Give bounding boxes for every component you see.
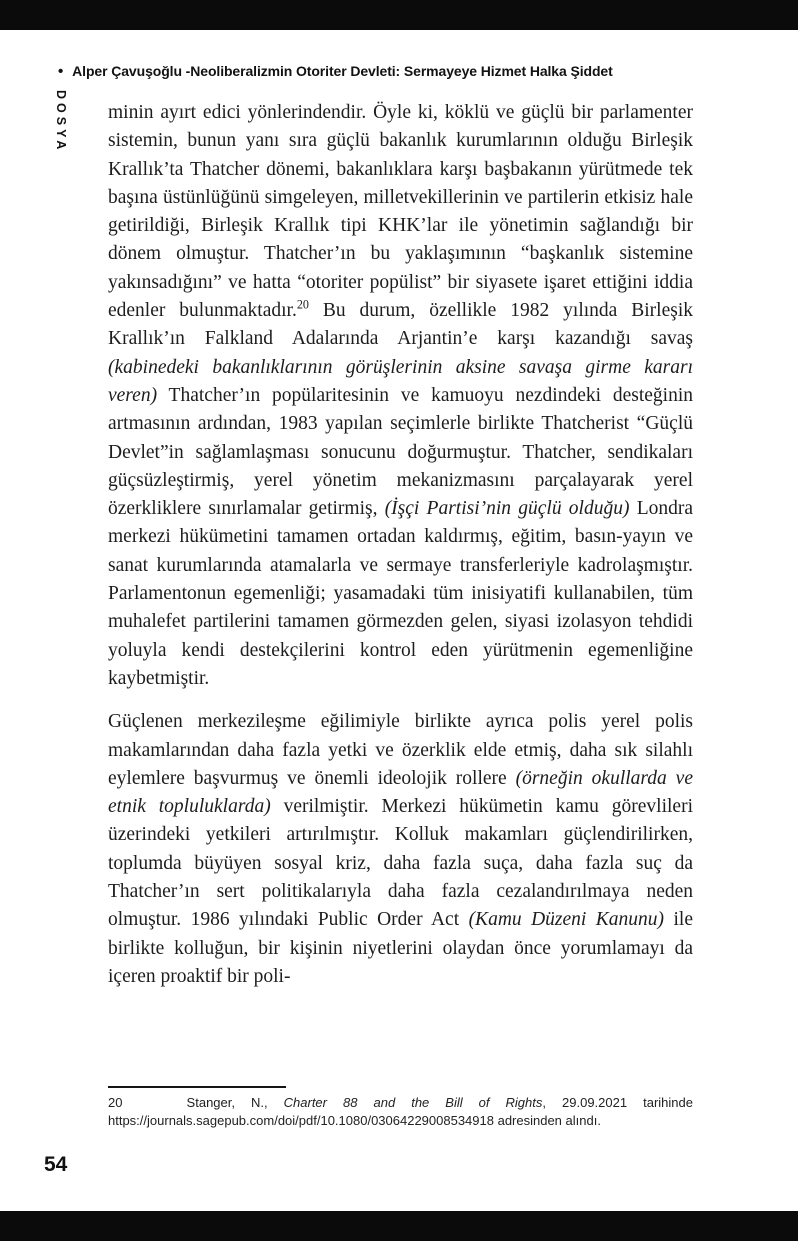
text-run: 20 Stanger, N., [108, 1095, 284, 1110]
body-text [108, 99, 693, 1006]
text-run: Londra merkezi hükümetini tamamen ortadan kaldırmış, eğitim, basın-yayın ve sanat kurumlarında atamalarla ve sermaye transferleriyle kadrolaşmıştır. Parlamentonun egemenliği; yasamadaki tüm inisiyatifi kullanabilen, tüm muhalefet partilerini tamamen görmezden gelen, siyasi izolasyon tehdidi yoluyla kendi destekçilerini kontrol eden yürütmenin egemenliğine kaybetmiştir. [108, 498, 694, 689]
text-run: minin ayırt edici yönlerindendir. Öyle ki, köklü ve güçlü bir parlamenter sistemin, bunun yanı sıra güçlü bakanlık kurumlarının olduğu Birleşik Krallık’ta Thatcher dönemi, bakanlıklara karşı başbakanın yürütmede tek başına üstünlüğünü simgeleyen, milletvekillerinin ve partilerin etkisiz hale getirildiği, Birleşik Krallık tipi KHK’lar ile yönetimin sağlandığı bir dönem olmuştur. Thatcher’ın bu yaklaşımının “başkanlık sistemine yakınsadığını” ve hatta “otoriter popülist” bir siyasete işaret ettiğini iddia edenler bulunmaktadır. [108, 102, 693, 322]
italic-text-run: (İşçi Partisi’nin güçlü olduğu) [384, 498, 630, 520]
footnote-marker: 20 [296, 297, 309, 312]
running-header [58, 63, 758, 80]
header-article-title: Neoliberalizmin Otoriter Devleti: Sermayeye Hizmet Halka Şiddet [190, 63, 613, 79]
text-run: Bu durum, özellikle 1982 yılında Birleşik Krallık’ın Falkland Adalarında Arjantin’e karşı kazandığı savaş [108, 300, 693, 350]
paragraph-2 [108, 708, 693, 991]
bottom-black-bar [0, 1211, 798, 1241]
top-black-bar [0, 0, 798, 30]
page-number: 54 [44, 1153, 68, 1176]
text-run: Thatcher’ın popülaritesinin ve kamuoyu nezdindeki desteğinin artmasının ardından, 1983 yapılan seçimlerle birlikte Thatcherist “Güçlü Devlet”in sağlamlaşması sonucunu doğurmuştur. Thatcher, sendikaları güçsüzleştirmiş, yerel yönetim mekanizmasını parçalayarak yerel özerkliklere sınırlamalar getirmiş, [108, 384, 693, 520]
header-bullet-icon: • [58, 63, 64, 80]
paragraph-1 [108, 99, 693, 693]
text-run: verilmiştir. Merkezi hükümetin kamu görevlileri üzerindeki yetkileri artırılmıştır. Kolluk makamları güçlendirilirken, toplumda büyüyen sosyal kriz, daha fazla suça, daha fazla suç da Thatcher’ın sert politikalarıyla daha fazla cezalandırılmaya neden olmuştur. 1986 yılındaki Public Order Act [108, 796, 693, 931]
text-run: , 29.09.2021 tarihinde https://journals.sagepub.com/doi/pdf/10.1080/03064229008534918 adresinden alındı. [108, 1095, 693, 1128]
header-author: Alper Çavuşoğlu - [72, 63, 191, 79]
section-label-vertical: DOSYA [54, 90, 68, 154]
italic-text-run: (kabinedeki bakanlıklarının görüşlerinin aksine savaşa girme kararı veren) [108, 356, 693, 406]
text-run: Güçlenen merkezileşme eğilimiyle birlikte ayrıca polis yerel polis makamlarından daha fazla yetki ve özerklik elde etmiş, daha sık silahlı eylemlere başvurmuş ve önemli ideolojik rollere [108, 711, 693, 789]
italic-text-run: Charter 88 and the Bill of Rights [283, 1095, 543, 1110]
italic-text-run: (örneğin okullarda ve etnik topluluklarda) [108, 767, 693, 818]
text-run: ile birlikte kolluğun, bir kişinin niyetlerini olaydan önce yorumlamayı da içeren proaktif bir poli- [108, 909, 693, 987]
italic-text-run: (Kamu Düzeni Kanunu) [468, 909, 665, 931]
footnote-separator [108, 1086, 286, 1088]
footnote [108, 1094, 693, 1129]
